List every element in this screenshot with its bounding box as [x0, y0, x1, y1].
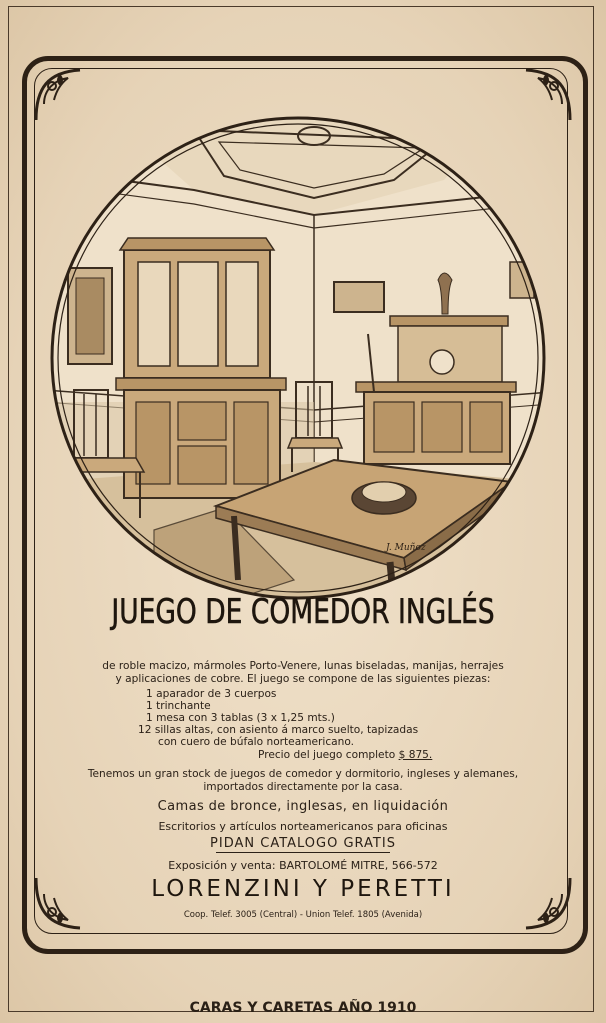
piece-item: 1 aparador de 3 cuerpos — [146, 688, 277, 700]
artist-signature: J. Muñoz — [386, 543, 426, 553]
description-line-2: y aplicaciones de cobre. El juego se compone de las siguientes piezas: — [115, 673, 491, 685]
price-line — [258, 749, 432, 762]
catalog-line: PIDAN CATALOGO GRATIS — [210, 836, 396, 851]
description-line-1: de roble macizo, mármoles Porto-Venere, lunas biseladas, manijas, herrajes — [102, 660, 504, 672]
stock-line-1: Tenemos un gran stock de juegos de comedor y dormitorio, ingleses y alemanes, — [87, 768, 519, 780]
piece-item: 12 sillas altas, con asiento á marco suelto, tapizadas — [138, 724, 419, 736]
exhibition-line: Exposición y venta: BARTOLOMÉ MITRE, 566-572 — [168, 859, 438, 872]
catalog-underline — [216, 852, 390, 853]
company-name: LORENZINI Y PERETTI — [151, 876, 455, 902]
desks-line: Escritorios y artículos norteamericanos para oficinas — [158, 820, 448, 833]
beds-line: Camas de bronce, inglesas, en liquidación — [157, 799, 449, 814]
dining-room-illustration — [44, 110, 552, 606]
price-label: Precio del juego completo — [258, 749, 396, 761]
stock-line-2: importados directamente por la casa. — [203, 781, 403, 793]
phones-line: Coop. Telef. 3005 (Central) - Union Telef. 1805 (Avenida) — [183, 910, 423, 920]
ad-headline: JUEGO DE COMEDOR INGLÉS — [111, 592, 495, 632]
piece-item: 1 trinchante — [146, 700, 211, 712]
piece-item: con cuero de búfalo norteamericano. — [158, 736, 355, 748]
piece-item: 1 mesa con 3 tablas (3 x 1,25 mts.) — [146, 712, 335, 724]
footer-caption: CARAS Y CARETAS AÑO 1910 — [189, 1000, 417, 1016]
price-amount: $ 875. — [398, 749, 433, 761]
